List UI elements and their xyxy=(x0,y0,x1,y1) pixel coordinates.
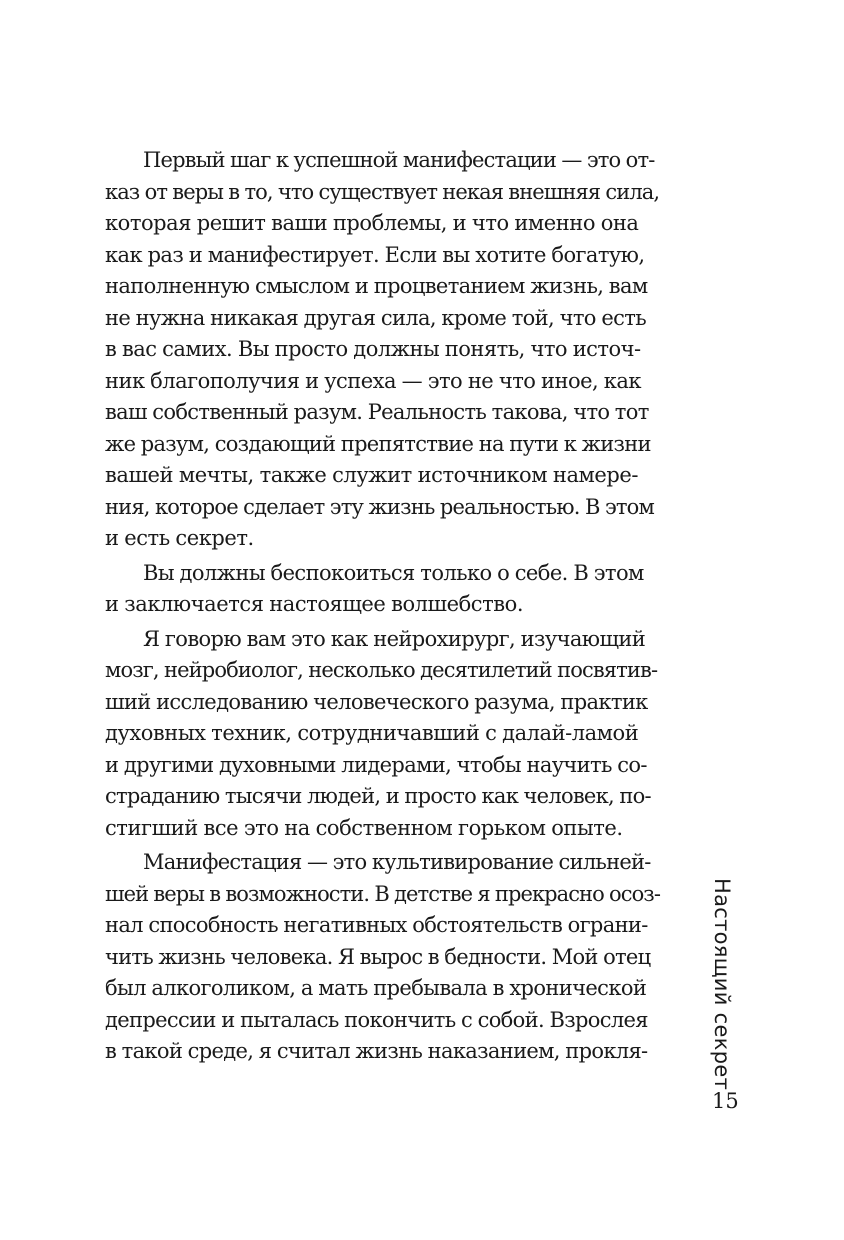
text-line: в вас самих. Вы просто должны понять, что источ- xyxy=(105,337,641,361)
text-line: и другими духовными лидерами, чтобы научить со- xyxy=(105,752,647,777)
text-line: был алкоголиком, а мать пребывала в хронической xyxy=(105,976,647,1000)
paragraph-2 xyxy=(105,558,644,621)
text-line: шей веры в возможности. В детстве я прекрасно осоз- xyxy=(105,881,660,906)
text-line: наполненную смыслом и процветанием жизнь, вам xyxy=(105,274,648,298)
text-line: страданию тысячи людей, и просто как человек, по- xyxy=(105,784,651,808)
body-text xyxy=(105,145,660,1071)
text-line: ния, которое сделает эту жизнь реальностью. В этом xyxy=(105,494,655,519)
text-line: Манифестация — это культивирование сильней- xyxy=(143,850,651,874)
text-line: которая решит ваши проблемы, и что именно она xyxy=(105,211,639,235)
paragraph-3 xyxy=(105,624,658,845)
text-line: каз от веры в то, что существует некая внешняя сила, xyxy=(105,179,660,204)
text-line: ваш собственный разум. Реальность такова, что тот xyxy=(105,400,649,424)
text-line: вашей мечты, также служит источником намере- xyxy=(105,463,638,487)
running-head: Настоящий секрет xyxy=(710,878,734,1091)
text-line: чить жизнь человека. Я вырос в бедности. Мой отец xyxy=(105,944,651,969)
text-line: стигший все это на собственном горьком опыте. xyxy=(105,815,623,840)
text-line: ник благополучия и успеха — это не что иное, как xyxy=(105,368,641,393)
text-line: Вы должны беспокоиться только о себе. В этом xyxy=(143,560,644,585)
text-line: в такой среде, я считал жизнь наказанием, прокля- xyxy=(105,1039,648,1063)
text-line: и есть секрет. xyxy=(105,526,254,550)
text-line: нал способность негативных обстоятельств ограни- xyxy=(105,913,648,937)
text-line: мозг, нейробиолог, несколько десятилетий посвятив- xyxy=(105,658,658,682)
text-line: не нужна никакая другая сила, кроме той, что есть xyxy=(105,305,646,330)
text-line: духовных техник, сотрудничавший с далай-ламой xyxy=(105,721,639,745)
paragraph-4 xyxy=(105,847,660,1068)
text-line: Первый шаг к успешной манифестации — это от- xyxy=(143,148,655,172)
text-line: как раз и манифестирует. Если вы хотите богатую, xyxy=(105,242,645,267)
text-line: же разум, создающий препятствие на пути к жизни xyxy=(105,431,651,456)
text-line: Я говорю вам это как нейрохирург, изучающий xyxy=(143,626,646,651)
paragraph-1 xyxy=(105,145,660,555)
page-number: 15 xyxy=(712,1089,739,1113)
text-line: и заключается настоящее волшебство. xyxy=(105,592,524,616)
text-line: ший исследованию человеческого разума, практик xyxy=(105,689,648,714)
text-line: депрессии и пыталась покончить с собой. Взрослея xyxy=(105,1007,648,1032)
